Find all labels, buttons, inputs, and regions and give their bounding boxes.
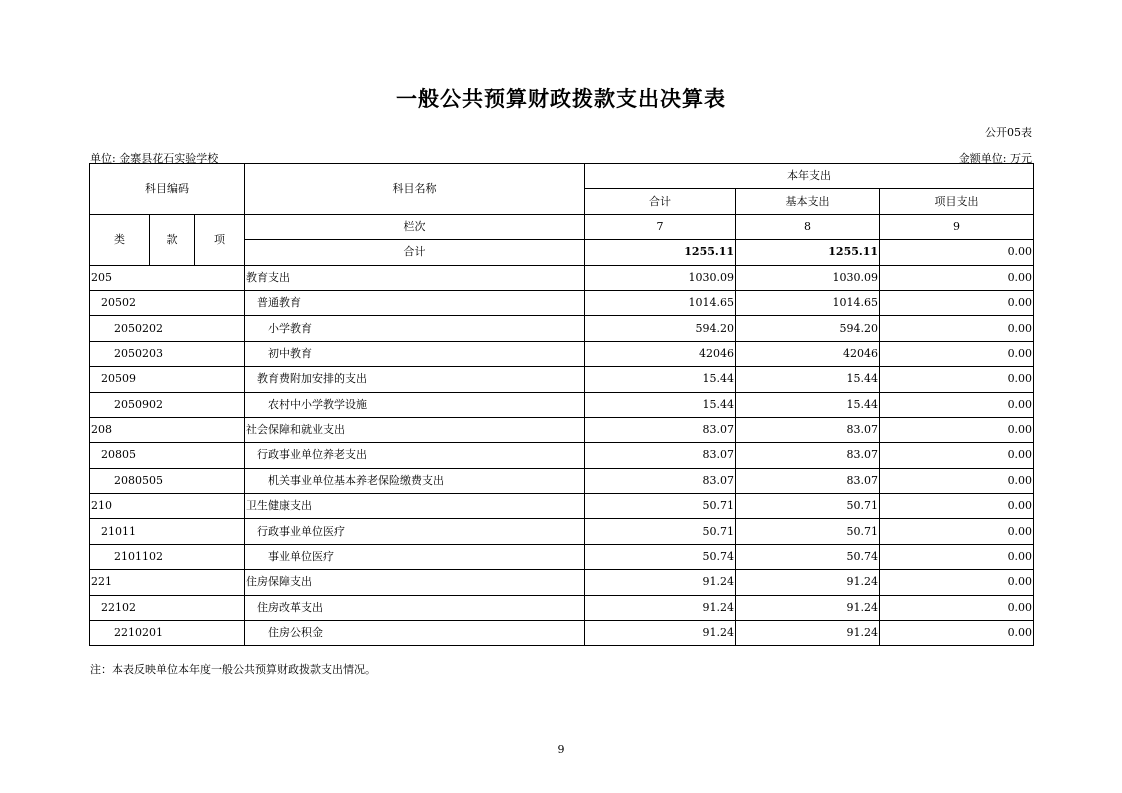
row-basic: 594.20: [736, 316, 880, 341]
header-basic: 基本支出: [736, 189, 880, 214]
row-code: 2050202: [90, 316, 245, 341]
row-basic: 1014.65: [736, 290, 880, 315]
header-col-9: 9: [880, 214, 1034, 239]
table-row: [90, 265, 1034, 290]
row-code: 2080505: [90, 468, 245, 493]
table-row: [90, 290, 1034, 315]
row-total: 50.71: [585, 494, 736, 519]
row-project: 0.00: [880, 443, 1034, 468]
sum-total: 1255.11: [585, 240, 736, 265]
table-row: [90, 621, 1034, 646]
row-code: 20509: [90, 367, 245, 392]
page-title: 一般公共预算财政拨款支出决算表: [396, 87, 726, 111]
row-basic: 91.24: [736, 595, 880, 620]
row-basic: 50.74: [736, 544, 880, 569]
row-project: 0.00: [880, 544, 1034, 569]
amount-unit-label: 金额单位: 万元: [958, 152, 1032, 165]
row-total: 83.07: [585, 417, 736, 442]
row-subject-name: 农村中小学教学设施: [245, 392, 585, 417]
row-basic: 50.71: [736, 494, 880, 519]
row-total: 15.44: [585, 367, 736, 392]
header-xiang: 项: [195, 214, 245, 265]
table-row: [90, 494, 1034, 519]
row-subject-name: 行政事业单位养老支出: [245, 443, 585, 468]
header-row-3: [90, 214, 1034, 239]
row-basic: 83.07: [736, 468, 880, 493]
row-total: 83.07: [585, 443, 736, 468]
header-project: 项目支出: [880, 189, 1034, 214]
expenditure-table: [89, 163, 1034, 646]
row-basic: 83.07: [736, 443, 880, 468]
row-subject-name: 住房改革支出: [245, 595, 585, 620]
row-total: 594.20: [585, 316, 736, 341]
row-project: 0.00: [880, 519, 1034, 544]
row-subject-name: 教育费附加安排的支出: [245, 367, 585, 392]
row-subject-name: 住房公积金: [245, 621, 585, 646]
sum-label: 合计: [245, 240, 585, 265]
row-project: 0.00: [880, 367, 1034, 392]
header-current-year: 本年支出: [585, 164, 1034, 189]
table-row: [90, 443, 1034, 468]
row-subject-name: 小学教育: [245, 316, 585, 341]
row-total: 91.24: [585, 621, 736, 646]
unit-label: 单位: 金寨县花石实验学校: [90, 152, 219, 165]
row-subject-name: 教育支出: [245, 265, 585, 290]
header-kuan: 款: [150, 214, 195, 265]
row-project: 0.00: [880, 494, 1034, 519]
table-row: [90, 392, 1034, 417]
row-project: 0.00: [880, 468, 1034, 493]
row-total: 83.07: [585, 468, 736, 493]
row-total: 91.24: [585, 595, 736, 620]
row-code: 2210201: [90, 621, 245, 646]
row-basic: 15.44: [736, 367, 880, 392]
row-code: 21011: [90, 519, 245, 544]
row-project: 0.00: [880, 595, 1034, 620]
table-row: [90, 570, 1034, 595]
header-total: 合计: [585, 189, 736, 214]
table-row: [90, 519, 1034, 544]
row-subject-name: 卫生健康支出: [245, 494, 585, 519]
row-project: 0.00: [880, 290, 1034, 315]
row-project: 0.00: [880, 570, 1034, 595]
row-code: 2101102: [90, 544, 245, 569]
row-basic: 91.24: [736, 621, 880, 646]
row-basic: 15.44: [736, 392, 880, 417]
row-total: 50.71: [585, 519, 736, 544]
table-row: [90, 468, 1034, 493]
row-basic: 83.07: [736, 417, 880, 442]
header-lei: 类: [90, 214, 150, 265]
row-project: 0.00: [880, 392, 1034, 417]
row-subject-name: 社会保障和就业支出: [245, 417, 585, 442]
row-code: 208: [90, 417, 245, 442]
row-code: 210: [90, 494, 245, 519]
table-row: [90, 316, 1034, 341]
row-subject-name: 机关事业单位基本养老保险缴费支出: [245, 468, 585, 493]
row-code: 22102: [90, 595, 245, 620]
header-col-8: 8: [736, 214, 880, 239]
header-column-no-label: 栏次: [245, 214, 585, 239]
row-total: 50.74: [585, 544, 736, 569]
table-row: [90, 341, 1034, 366]
header-code-group: 科目编码: [90, 164, 245, 215]
row-subject-name: 行政事业单位医疗: [245, 519, 585, 544]
row-subject-name: 普通教育: [245, 290, 585, 315]
row-subject-name: 事业单位医疗: [245, 544, 585, 569]
table-row: [90, 367, 1034, 392]
table-row: [90, 595, 1034, 620]
row-basic: 91.24: [736, 570, 880, 595]
row-total: 91.24: [585, 570, 736, 595]
row-subject-name: 初中教育: [245, 341, 585, 366]
sum-basic: 1255.11: [736, 240, 880, 265]
table-row: [90, 544, 1034, 569]
row-project: 0.00: [880, 417, 1034, 442]
row-project: 0.00: [880, 316, 1034, 341]
row-code: 2050203: [90, 341, 245, 366]
footnote: 注：本表反映单位本年度一般公共预算财政拨款支出情况。: [90, 663, 376, 676]
row-total: 15.44: [585, 392, 736, 417]
row-total: 1030.09: [585, 265, 736, 290]
row-code: 221: [90, 570, 245, 595]
row-total: 42046: [585, 341, 736, 366]
row-basic: 1030.09: [736, 265, 880, 290]
row-basic: 50.71: [736, 519, 880, 544]
row-subject-name: 住房保障支出: [245, 570, 585, 595]
sum-project: 0.00: [880, 240, 1034, 265]
row-code: 20805: [90, 443, 245, 468]
header-col-7: 7: [585, 214, 736, 239]
row-code: 205: [90, 265, 245, 290]
row-code: 2050902: [90, 392, 245, 417]
header-subject-name: 科目名称: [245, 164, 585, 215]
row-project: 0.00: [880, 621, 1034, 646]
table-row: [90, 417, 1034, 442]
header-row-1: [90, 164, 1034, 189]
row-total: 1014.65: [585, 290, 736, 315]
page-number: 9: [557, 743, 565, 756]
row-project: 0.00: [880, 265, 1034, 290]
row-project: 0.00: [880, 341, 1034, 366]
row-code: 20502: [90, 290, 245, 315]
form-number: 公开05表: [985, 126, 1032, 139]
row-basic: 42046: [736, 341, 880, 366]
